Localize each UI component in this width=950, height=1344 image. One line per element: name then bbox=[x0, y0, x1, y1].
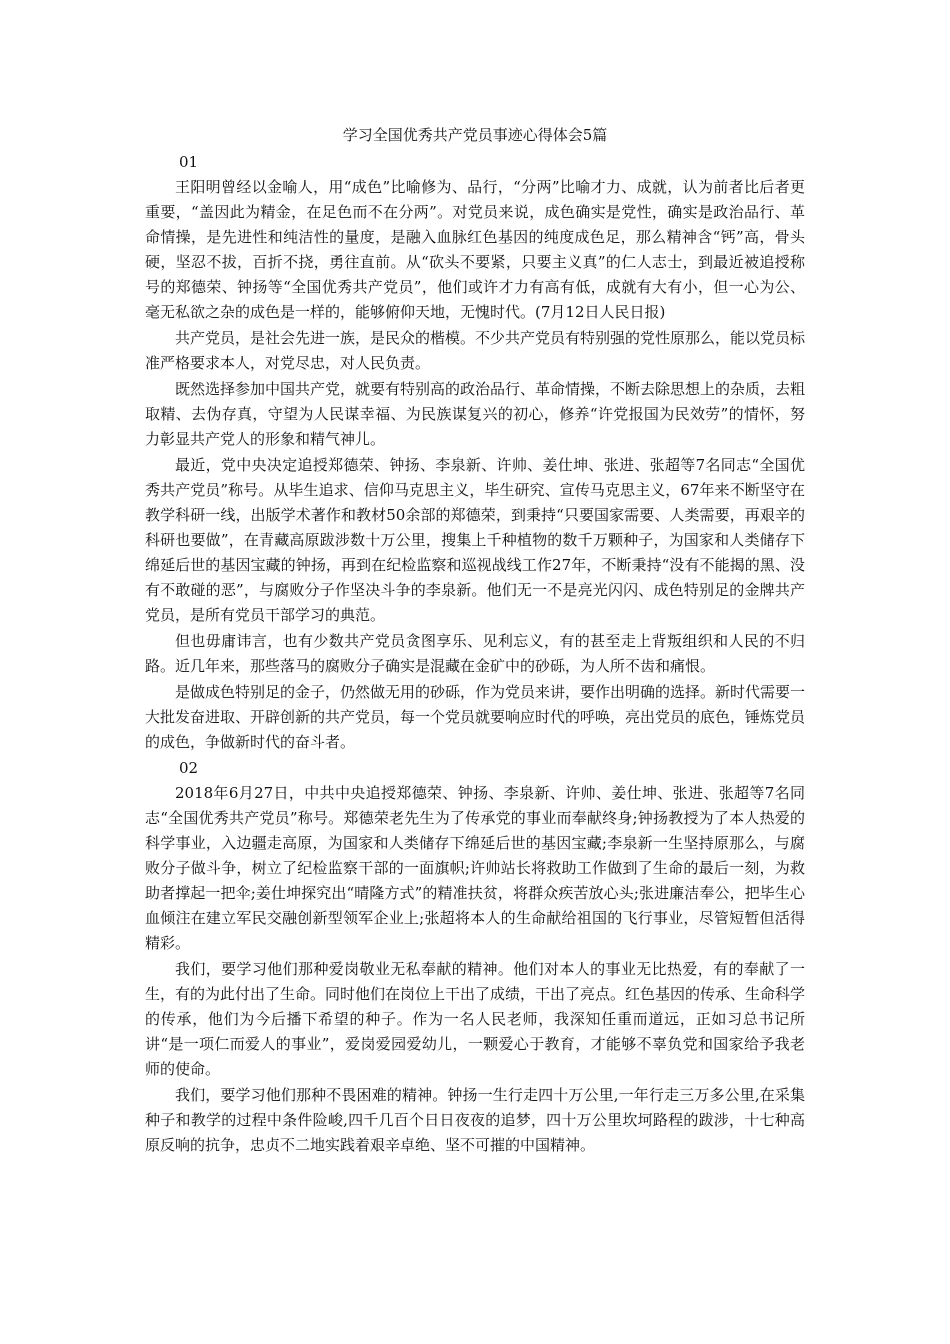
section-number: 01 bbox=[179, 153, 199, 171]
paragraph: 是做成色特别足的金子，仍然做无用的砂砾，作为党员来讲，要作出明确的选择。新时代需要一大批发奋进取、开辟创新的共产党员，每一个党员就要响应时代的呼唤，亮出党员的底色，锤炼党员的成色，争做新时代的奋斗者。 bbox=[145, 683, 806, 751]
section-number: 02 bbox=[179, 759, 199, 777]
paragraph: 既然选择参加中国共产党，就要有特别高的政治品行、革命情操，不断去除思想上的杂质，去粗取精、去伪存真，守望为人民谋幸福、为民族谋复兴的初心，修养“许党报国为民效劳”的情怀，努力彰显共产党人的形象和精气神儿。 bbox=[145, 380, 806, 448]
document-page bbox=[145, 122, 805, 1159]
paragraph: 但也毋庸讳言，也有少数共产党员贪图享乐、见利忘义，有的甚至走上背叛组织和人民的不归路。近几年来，那些落马的腐败分子确实是混藏在金矿中的砂砾，为人所不齿和痛恨。 bbox=[145, 632, 805, 675]
paragraph: 最近，党中央决定追授郑德荣、钟扬、李泉新、许帅、姜仕坤、张进、张超等7名同志“全国优秀共产党员”称号。从毕生追求、信仰马克思主义，毕生研究、宣传马克思主义，67年来不断坚守在教学科研一线，出版学术著作和教材50余部的郑德荣，到秉持“只要国家需要、人类需要，再艰辛的科研也要做”，在青藏高原跋涉数十万公里，搜集上千种植物的数千万颗种子，为国家和人类储存下绵延后世的基因宝藏的钟扬，再到在纪检监察和巡视战线工作27年，不断秉持“没有不能揭的黑、没有不敢碰的恶”，与腐败分子作坚决斗争的李泉新。他们无一不是亮光闪闪、成色特别足的金牌共产党员，是所有党员干部学习的典范。 bbox=[145, 456, 805, 624]
section-01 bbox=[145, 150, 805, 755]
section-02 bbox=[145, 756, 805, 1158]
paragraph: 我们，要学习他们那种不畏困难的精神。钟扬一生行走四十万公里,一年行走三万多公里,在采集种子和教学的过程中条件险峻,四千几百个日日夜夜的追梦，四十万公里坎坷路程的跋涉，十七种高原反响的抗争，忠贞不二地实践着艰辛卓绝、坚不可摧的中国精神。 bbox=[145, 1086, 805, 1154]
document-title: 学习全国优秀共产党员事迹心得体会5篇 bbox=[342, 126, 608, 144]
paragraph: 2018年6月27日，中共中央追授郑德荣、钟扬、李泉新、许帅、姜仕坤、张进、张超等7名同志“全国优秀共产党员”称号。郑德荣老先生为了传承党的事业而奉献终身;钟扬教授为了本人热爱的科学事业，入边疆走高原，为国家和人类储存下绵延后世的基因宝藏;李泉新一生坚持原那么，与腐败分子做斗争，树立了纪检监察干部的一面旗帜;许帅站长将救助工作做到了生命的最后一刻，为救助者撑起一把伞;姜仕坤探究出“晴隆方式”的精准扶贫，将群众疾苦放心头;张进廉洁奉公，把毕生心血倾注在建立军民交融创新型领军企业上;张超将本人的生命献给祖国的飞行事业，尽管短暂但活得精彩。 bbox=[145, 784, 805, 952]
paragraph: 王阳明曾经以金喻人，用“成色”比喻修为、品行，“分两”比喻才力、成就，认为前者比后者更重要，“盖因此为精金，在足色而不在分两”。对党员来说，成色确实是党性，确实是政治品行、革命情操，是先进性和纯洁性的量度，是融入血脉红色基因的纯度成色足，那么精神含“钙”高，骨头硬，坚忍不拔，百折不挠，勇往直前。从“砍头不要紧，只要主义真”的仁人志士，到最近被追授称号的郑德荣、钟扬等“全国优秀共产党员”，他们或许才力有高有低，成就有大有小，但一心为公、毫无私欲之杂的成色是一样的，能够俯仰天地，无愧时代。(7月12日人民日报) bbox=[145, 178, 805, 321]
paragraph: 我们，要学习他们那种爱岗敬业无私奉献的精神。他们对本人的事业无比热爱，有的奉献了一生，有的为此付出了生命。同时他们在岗位上干出了成绩，干出了亮点。红色基因的传承、生命科学的传承，他们为今后播下希望的种子。作为一名人民老师，我深知任重而道远，正如习总书记所讲“是一项仁而爱人的事业”，爱岗爱园爱幼儿，一颗爱心于教育，才能够不辜负党和国家给予我老师的使命。 bbox=[145, 960, 806, 1078]
paragraph: 共产党员，是社会先进一族，是民众的楷模。不少共产党员有特别强的党性原那么，能以党员标准严格要求本人，对党尽忠，对人民负责。 bbox=[145, 329, 806, 372]
